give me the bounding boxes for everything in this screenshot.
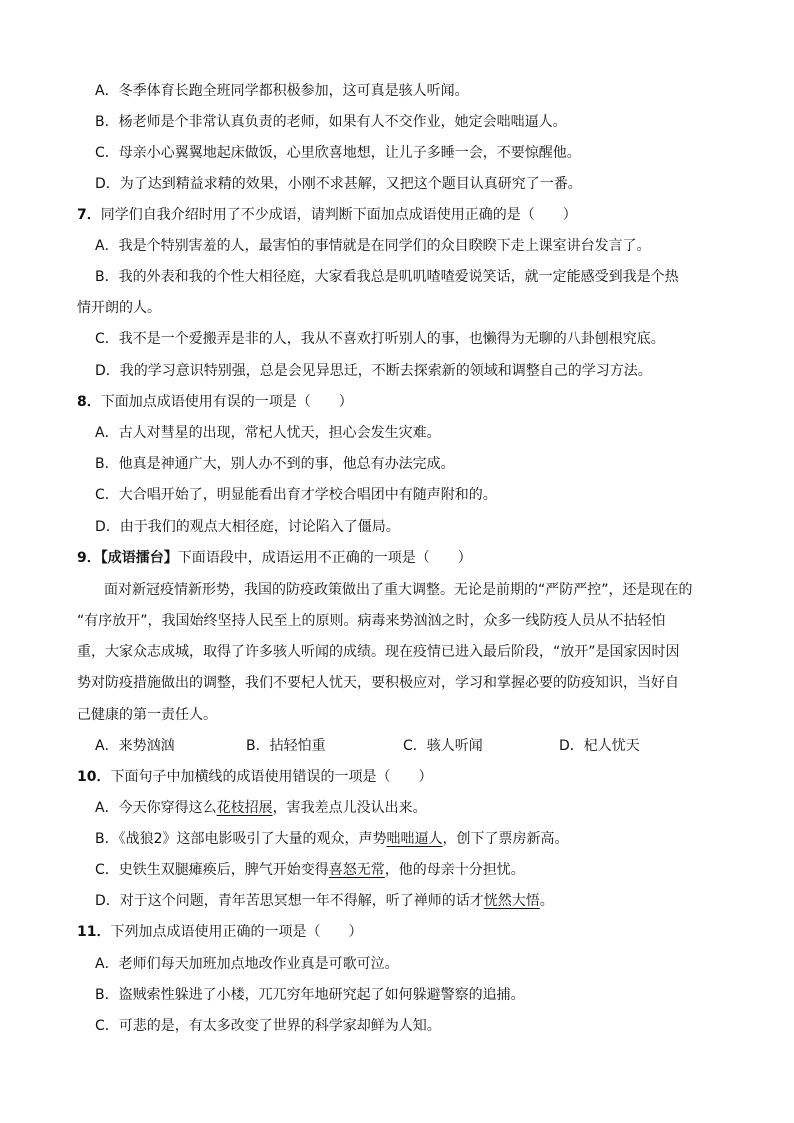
q10-c-text: C．史铁生双腿瘫痪后，脾气开始变得 — [95, 862, 329, 878]
q7-option-d: D．我的学习意识特别强，总是会见异思迁，不断去探索新的领域和调整自己的学习方法。 — [95, 363, 652, 379]
q11-option-a: A．老师们每天加班加点地改作业真是可歌可泣。 — [95, 956, 399, 972]
q10-option-a — [95, 798, 427, 818]
q9-option-a: A．来势汹汹 — [95, 738, 175, 754]
q8-option-a: A．古人对彗星的出现，常杞人忧天，担心会发生灾难。 — [95, 425, 441, 441]
q8-option-b: B．他真是神通广大，别人办不到的事，他总有办法完成。 — [95, 456, 455, 472]
q10-stem — [77, 767, 432, 787]
q6-option-c: C．母亲小心翼翼地起床做饭，心里欣喜地想，让儿子多睡一会，不要惊醒他。 — [95, 145, 581, 161]
q8-number: 8． — [77, 394, 101, 410]
q10-c-rest: ，他的母亲十分担忧。 — [384, 862, 525, 878]
q7-option-b-cont: 情开朗的人。 — [77, 300, 161, 316]
q7-number: 7． — [77, 207, 101, 223]
q10-c-underlined: 喜怒无常 — [328, 862, 385, 878]
q9-paragraph-line-1: 面对新冠疫情新形势，我国的防疫政策做出了重大调整。无论是前期的“严防严控”，还是现在的 — [104, 582, 693, 598]
q10-a-rest: ，害我差点儿没认出来。 — [272, 800, 427, 816]
q9-paragraph-line-4: 势对防疫措施做出的调整，我们不要杞人忧天，要积极应对，学习和掌握必要的防疫知识，当好自 — [77, 675, 679, 691]
q10-b-text: B．《战狼2》这部电影吸引了大量的观众，声势 — [95, 831, 387, 847]
q10-a-underlined: 花枝招展 — [216, 800, 273, 816]
q6-option-d: D．为了达到精益求精的效果，小刚不求甚解，又把这个题目认真研究了一番。 — [95, 176, 582, 192]
q7-stem — [77, 205, 577, 225]
q8-text: 下面加点成语使用有误的一项是（ ） — [100, 394, 353, 410]
q10-b-rest: ，创下了票房新高。 — [442, 831, 569, 847]
q6-option-a: A．冬季体育长跑全班同学都积极参加，这可真是骇人听闻。 — [95, 83, 469, 99]
q9-options-row — [95, 736, 715, 756]
q10-number: 10． — [77, 769, 111, 785]
q8-stem — [77, 392, 353, 412]
q10-d-rest: 。 — [539, 893, 554, 909]
q10-b-underlined: 咄咄逼人 — [386, 831, 443, 847]
q10-option-c — [95, 860, 525, 880]
q7-option-a: A．我是个特别害羞的人，最害怕的事情就是在同学们的众目睽睽下走上课室讲台发言了。 — [95, 238, 651, 254]
q11-number: 11． — [77, 924, 111, 940]
q9-number: 9． — [77, 550, 101, 566]
q8-option-d: D．由于我们的观点大相径庭，讨论陷入了僵局。 — [95, 519, 400, 535]
q9-paragraph-line-5: 己健康的第一责任人。 — [77, 707, 217, 723]
q6-option-b: B．杨老师是个非常认真负责的老师，如果有人不交作业，她定会咄咄逼人。 — [95, 114, 567, 130]
q11-option-c: C．可悲的是，有太多改变了世界的科学家却鲜为人知。 — [95, 1018, 441, 1034]
q11-text: 下列加点成语使用正确的一项是（ ） — [110, 924, 363, 940]
q10-text: 下面句子中加横线的成语使用错误的一项是（ ） — [110, 769, 433, 785]
q9-stem — [77, 548, 472, 568]
q8-option-c: C．大合唱开始了，明显能看出育才学校合唱团中有随声附和的。 — [95, 487, 497, 503]
q7-text: 同学们自我介绍时用了不少成语，请判断下面加点成语使用正确的是（ ） — [100, 207, 577, 223]
q10-a-text: A．今天你穿得这么 — [95, 800, 217, 816]
q10-option-d — [95, 891, 554, 911]
q9-tag: 【成语擂台】 — [100, 550, 178, 566]
q9-text: 下面语段中，成语运用不正确的一项是（ ） — [177, 550, 472, 566]
q9-option-c: C．骇人听闻 — [403, 738, 483, 754]
q9-paragraph-line-3: 重，大家众志成城，取得了许多骇人听闻的成绩。现在疫情已进入最后阶段，“放开”是国家因时因 — [77, 644, 680, 660]
q10-d-text: D．对于这个问题，青年苦思冥想一年不得解，听了禅师的话才 — [95, 893, 484, 909]
q9-option-b: B．拈轻怕重 — [246, 738, 326, 754]
q9-option-d: D．杞人忧天 — [559, 738, 640, 754]
q7-option-b: B．我的外表和我的个性大相径庭，大家看我总是叽叽喳喳爱说笑话，就一定能感受到我是个热 — [95, 269, 679, 285]
q10-option-b — [95, 829, 569, 849]
q9-paragraph-line-2: “有序放开”，我国始终坚持人民至上的原则。病毒来势汹汹之时，众多一线防疫人员从不拈轻怕 — [77, 613, 666, 629]
q11-option-b: B．盗贼索性躲进了小楼，兀兀穷年地研究起了如何躲避警察的追捕。 — [95, 987, 525, 1003]
q10-d-underlined: 恍然大悟 — [483, 893, 540, 909]
q11-stem — [77, 922, 362, 942]
q7-option-c: C．我不是一个爱搬弄是非的人，我从不喜欢打听别人的事，也懒得为无聊的八卦刨根究底。 — [95, 331, 665, 347]
